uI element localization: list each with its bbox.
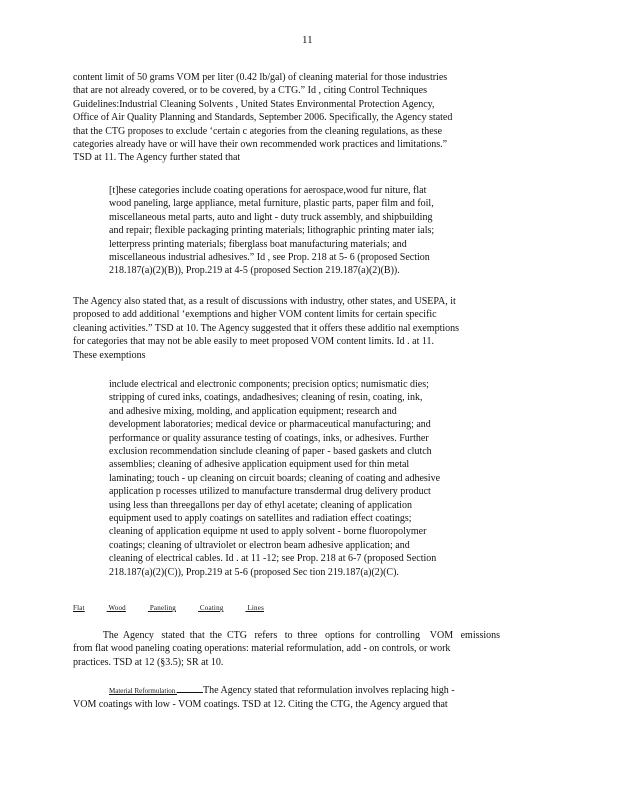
heading-word: Wood: [108, 604, 126, 612]
text-line: laminating; touch - up cleaning on circuit boards; cleaning of coating and adhesive: [109, 472, 441, 484]
text-line: 218.187(a)(2)(B)), Prop.219 at 4-5 (proposed Section 219.187(a)(2)(B)).: [109, 265, 400, 277]
text-line: coatings; cleaning of ultraviolet or electron beam adhesive application; and: [109, 539, 410, 551]
text-line: exclusion recommendation sinclude cleaning of paper - based gaskets and clutch: [109, 446, 432, 458]
section-heading: [73, 604, 286, 612]
paragraph-subheading: Material Reformulation.: [109, 687, 178, 695]
text-line: The Agency also stated that, as a result of discussions with industry, other states, and USEPA, it: [73, 296, 456, 307]
text-line: from flat wood paneling coating operations: material reformulation, add - on controls, or work: [73, 643, 451, 655]
heading-word: Paneling: [149, 604, 176, 612]
text-line: VOM coatings with low - VOM coatings. TSD at 12. Citing the CTG, the Agency argued that: [73, 699, 448, 711]
heading-word: Lines: [247, 604, 264, 612]
text-line: for categories that may not be able easily to meet proposed VOM content limits. Id . at 11.: [73, 336, 435, 348]
text-line: using less than threegallons per day of ethyl acetate; cleaning of application: [109, 499, 412, 511]
paragraph-4: [73, 684, 455, 712]
text-line: [t]hese categories include coating operations for aerospace,wood fur niture, flat: [109, 185, 427, 196]
text-line: application p rocesses utilized to manufacture transdermal drug delivery product: [109, 486, 431, 498]
text-line: Office of Air Quality Planning and Standards, September 2006. Specifically, the Agency stated: [73, 112, 453, 124]
text-line: performance or quality assurance testing of coatings, inks, or adhesives. Further: [109, 432, 429, 444]
text-line: stripping of cured inks, coatings, andadhesives; cleaning of resin, coating, ink,: [109, 392, 423, 404]
paragraph-2: [73, 295, 459, 362]
text-line: cleaning activities.” TSD at 10. The Agency suggested that it offers these additio nal exemptions: [73, 322, 460, 334]
text-line: cleaning of application equipme nt used to apply solvent - borne fluoropolymer: [109, 526, 427, 538]
text-line: 218.187(a)(2)(C)), Prop.219 at 5-6 (proposed Sec tion 219.187(a)(2)(C).: [109, 566, 399, 578]
text-line: The Agency stated that the CTG refers to three options for controlling VOM emissions: [73, 630, 501, 641]
text-line: These exemptions: [73, 349, 146, 361]
text-line: cleaning of electrical cables. Id . at 11 -12; see Prop. 218 at 6-7 (proposed Section: [109, 553, 437, 565]
text-line: assemblies; cleaning of adhesive application equipment used for thin metal: [109, 459, 410, 471]
text-line: wood paneling, large appliance, metal furniture, plastic parts, paper film and foil,: [109, 198, 434, 210]
text-line: letterpress printing materials; fiberglass boat manufacturing materials; and: [109, 238, 407, 250]
text-line: that are not already covered, or to be covered, by a CTG.” Id , citing Control Techniques: [73, 85, 427, 97]
heading-word: Flat: [73, 604, 85, 612]
text-line: categories already have or will have their own recommended work practices and limitations.”: [73, 139, 448, 151]
text-line: development laboratories; medical device or pharmaceutical manufacturing; and: [109, 419, 431, 431]
paragraph-3: [73, 629, 500, 669]
text-line: content limit of 50 grams VOM per liter (0.42 lb/gal) of cleaning material for those industries: [73, 72, 448, 83]
text-line: and repair; flexible packaging printing materials; lithographic printing mater ials;: [109, 225, 435, 237]
text-line: Guidelines:Industrial Cleaning Solvents , United States Environmental Protection Agency,: [73, 98, 435, 110]
text-line: miscellaneous metal parts, auto and light - duty truck assembly, and shipbuilding: [109, 211, 433, 223]
text-line: that the CTG proposes to exclude ‘certain c ategories from the cleaning regulations, as these: [73, 125, 443, 137]
text-fragment: The Agency stated that reformulation involves replacing high -: [203, 685, 455, 696]
text-line: proposed to add additional ‘exemptions and higher VOM content limits for certain specific: [73, 309, 437, 321]
block-quote-1: [109, 184, 434, 278]
text-line: miscellaneous industrial adhesives.” Id , see Prop. 218 at 5- 6 (proposed Section: [109, 252, 430, 264]
page-number: 11: [302, 34, 313, 46]
text-line: and adhesive mixing, molding, and application equipment; research and: [109, 405, 397, 417]
paragraph-1: [73, 71, 452, 165]
heading-word: Coating: [199, 604, 224, 612]
text-line: [73, 684, 455, 698]
block-quote-2: [109, 378, 440, 579]
text-line: equipment used to apply coatings on satellites and radiation effect coatings;: [109, 513, 412, 525]
text-line: include electrical and electronic components; precision optics; numismatic dies;: [109, 379, 429, 390]
text-line: practices. TSD at 12 (§3.5); SR at 10.: [73, 656, 224, 668]
text-line: TSD at 11. The Agency further stated that: [73, 152, 241, 164]
